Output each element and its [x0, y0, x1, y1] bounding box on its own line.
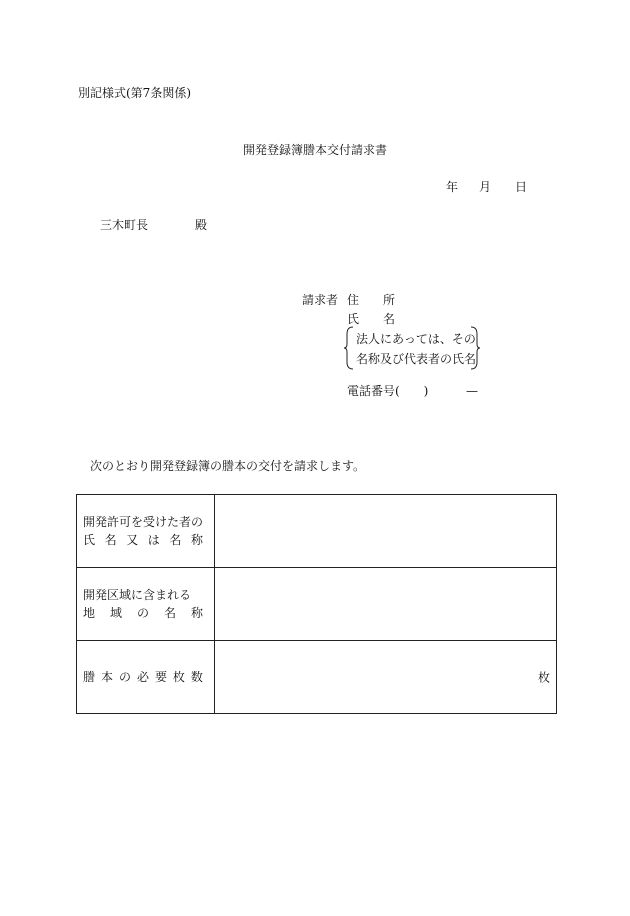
label-char: 名 — [104, 533, 117, 547]
label-char: 名 — [163, 606, 176, 620]
permit-holder-label — [77, 495, 215, 568]
table-row — [77, 495, 557, 568]
form-reference: 別記様式(第7条関係) — [78, 86, 191, 100]
copies-value[interactable] — [215, 641, 557, 714]
label-char: 謄 — [83, 670, 96, 684]
corp-note-line1: 法人にあっては、その — [356, 332, 476, 346]
permit-holder-label-line1: 開発許可を受けた者の — [83, 515, 204, 529]
copies-label — [77, 641, 215, 714]
area-name-label-line2 — [83, 604, 203, 622]
corp-note-line2: 名称及び代表者の氏名 — [356, 352, 477, 366]
label-char: 名 — [169, 533, 182, 547]
name-label: 氏 名 — [347, 312, 396, 326]
copies-label-text — [83, 668, 203, 686]
date-year-label: 年 — [446, 180, 459, 194]
addressee-name: 三木町長 — [100, 218, 149, 232]
request-sentence: 次のとおり開発登録簿の謄本の交付を請求します。 — [90, 459, 366, 473]
date-day-label: 日 — [515, 180, 528, 194]
copies-unit: 枚 — [537, 670, 550, 685]
label-char: 氏 — [83, 533, 96, 547]
phone-dash: — — [466, 384, 478, 398]
phone-label: 電話番号( ) — [347, 384, 429, 398]
request-table — [76, 494, 557, 714]
applicant-label: 請求者 — [302, 293, 339, 307]
label-char: 地 — [83, 606, 96, 620]
permit-holder-value[interactable] — [215, 495, 557, 568]
address-label: 住 所 — [347, 293, 396, 307]
label-char: の — [136, 606, 149, 620]
label-char: 称 — [190, 533, 203, 547]
label-char: 要 — [154, 670, 167, 684]
label-char: 本 — [100, 670, 113, 684]
document-title: 開発登録簿謄本交付請求書 — [242, 143, 387, 157]
label-char: 称 — [190, 606, 203, 620]
area-name-value[interactable] — [215, 568, 557, 641]
permit-holder-label-line2 — [83, 531, 203, 549]
label-char: の — [118, 670, 131, 684]
table-row — [77, 568, 557, 641]
label-char: は — [147, 533, 160, 547]
label-char: 枚 — [172, 670, 185, 684]
label-char: 域 — [109, 606, 122, 620]
label-char: 必 — [136, 670, 149, 684]
area-name-label — [77, 568, 215, 641]
label-char: 数 — [190, 670, 203, 684]
addressee-honorific: 殿 — [195, 218, 208, 232]
date-month-label: 月 — [479, 180, 492, 194]
table-row — [77, 641, 557, 714]
label-char: 又 — [126, 533, 139, 547]
area-name-label-line1: 開発区域に含まれる — [83, 588, 192, 602]
